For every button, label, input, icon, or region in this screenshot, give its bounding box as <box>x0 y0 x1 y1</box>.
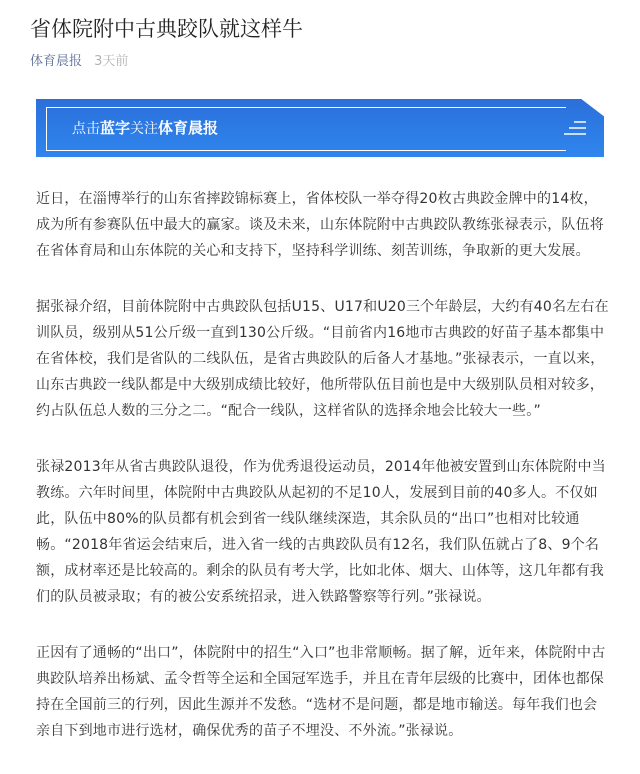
menu-lines-icon <box>564 121 586 137</box>
banner-prefix: 点击 <box>72 121 100 137</box>
banner-brand: 体育晨报 <box>158 119 219 137</box>
banner-text <box>72 117 218 140</box>
paragraph: 正因有了通畅的“出口”，体院附中的招生“入口”也非常顺畅。据了解，近年来，体院附中古典跤队培养出杨斌、孟令哲等全运和全国冠军选手，并且在青年层级的比赛中，团体也都保持在全国前三的行列，因此生源并不发愁。“选材不是问题，都是地市输送。每年我们也会亲自下到地市进行选材，确保优秀的苗子不埋没、不外流。”张禄说。 <box>36 645 606 739</box>
author-link[interactable]: 体育晨报 <box>30 54 83 69</box>
follow-banner[interactable] <box>36 99 604 157</box>
article-meta <box>30 52 128 72</box>
paragraph: 近日，在淄博举行的山东省摔跤锦标赛上，省体校队一举夺得20枚古典跤金牌中的14枚，成为所有参赛队伍中最大的赢家。谈及未来，山东体院附中古典跤队教练张禄表示，队伍将在省体育局和山东体院的关心和支持下，坚持科学训练、刻苦训练，争取新的更大发展。 <box>36 191 604 259</box>
paragraph: 据张禄介绍，目前体院附中古典跤队包括U15、U17和U20三个年龄层，大约有40名左右在训队员，级别从51公斤级一直到130公斤级。“目前省内16地市古典跤的好苗子基本都集中在省体校，我们是省队的二线队伍，是省古典跤队的后备人才基地。”张禄表示，一直以来，山东古典跤一线队都是中大级别成绩比较好，他所带队伍目前也是中大级别队员相对较多，约占队伍总人数的三分之二。“配合一线队，这样省队的选择余地会比较大一些。” <box>36 299 609 419</box>
banner-middle: 关注 <box>130 121 159 137</box>
publish-time: 3天前 <box>94 54 129 69</box>
banner-highlight: 蓝字 <box>100 119 131 137</box>
article-title: 省体院附中古典跤队就这样牛 <box>30 17 303 41</box>
paragraph: 张禄2013年从省古典跤队退役，作为优秀退役运动员，2014年他被安置到山东体院附中当教练。六年时间里，体院附中古典跤队从起初的不足10人，发展到目前的40多人。不仅如此，队伍中80%的队员都有机会到省一线队继续深造，其余队员的“出口”也相对比较通畅。“2018年省运会结束后，进入省一线的古典跤队员有12名，我们队伍就占了8、9个名额，成材率还是比较高的。剩余的队员有考大学，比如北体、烟大、山体等，这几年都有我们的队员被录取；有的被公安系统招录，进入铁路警察等行列。”张禄说。 <box>36 459 606 605</box>
article-body <box>36 186 610 774</box>
